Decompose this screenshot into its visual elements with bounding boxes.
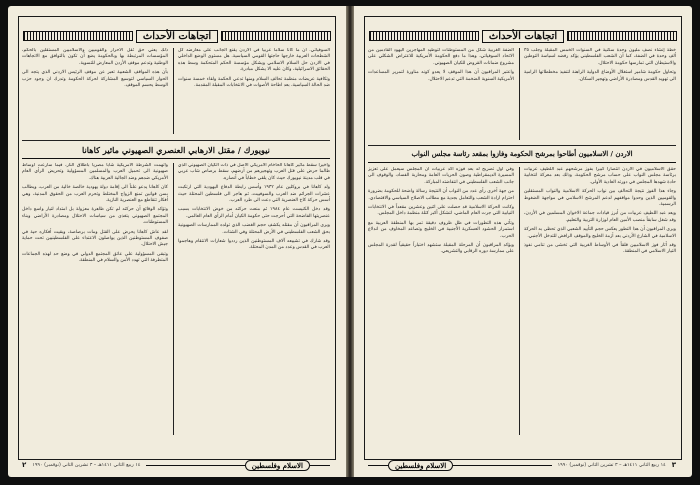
left-body-column-right: وأخيراً سقط مائير كاهانا الحاخام الأمريكي الأصل في ذات الكيان الصهيوني الذي طالما حرض على قتل العرب وتهجيرهم من أرضهم، سقط برصاص شاب عربي في قلب مدينة نيويورك حيث كان يلقي خطاباً في أنصاره. ولد كاهانا في بروكلين عام ١٩٣٢ وأسس رابطة الدفاع اليهودية التي ارتكبت عشرات الجرائم ضد العرب والسوفييت، ثم هاجر الى فلسطين المحتلة حيث أسس حركة كاخ العنصرية التي دعت الى طرد العرب. وقد دخل الكنيست عام ١٩٨٤ ثم منعت حركته من خوض الانتخابات بسبب عنصريتها الفاضحة التي أحرجت حتى حكومة الكيان أمام الرأي العام العالمي. ويرى المراقبون أن مقتله يكشف حجم الغضب الذي تولده الممارسات الصهيونية بحق الشعب الفلسطيني في الأرض المحتلة وفي الشتات. وقد شارك في تشييعه آلاف المستوطنين الذين رددوا شعارات الانتقام وهاجموا العرب في القدس وعدد من المدن المحتلة. — [178, 163, 330, 251]
right-headline: الاردن / الاسلاميون أطاحوا بمرشح الحكومة وفازوا بمقعد رئاسة مجلس النواب — [411, 150, 633, 158]
column-divider — [173, 163, 174, 435]
header-ornament — [221, 31, 331, 41]
header-ornament — [567, 31, 677, 41]
footer-rule — [453, 465, 551, 466]
column-divider — [173, 48, 174, 134]
left-page-number: ٢ — [22, 461, 27, 469]
left-section-title: اتجاهات الأحداث — [136, 30, 218, 43]
right-page — [354, 6, 692, 477]
column-divider — [519, 48, 520, 140]
footer-rule — [146, 465, 244, 466]
header-ornament — [23, 31, 133, 41]
newspaper-spread — [8, 6, 692, 477]
left-body-column-left: واتهمت الشرطة الأمريكية شاباً مصرياً باطلاق النار، فيما سارعت أوساط صهيونية الى تحميل العرب والمسلمين المسؤولية وتحريض الرأي العام الأمريكي ضدهم وضد الجالية العربية هناك. كان كاهانا يدعو علناً الى إقامة دولة يهودية خالصة خالية من العرب، ويطالب بسن قوانين تمنع الزواج المختلط وتحرم العرب من الحقوق المدنية، وهي أفكار تتقاطع مع العنصرية النازية. وتؤكد الوقائع أن حركته لم تكن ظاهرة معزولة بل امتداد لتيار واسع داخل المجتمع الصهيوني يتغذى من سياسات الاحتلال ومصادرة الأراضي وبناء المستوطنات. لقد عاش كاهانا يحرض على القتل ومات برصاصة، وبقيت أفكاره حية في صفوف المستوطنين الذين يواصلون الاعتداء على الفلسطينيين تحت حماية جيش الاحتلال. وتبقى المسؤولية على عاتق المجتمع الدولي في وضع حد لهذه الجماعات المتطرفة التي تهدد الأمن والسلام في المنطقة. — [22, 163, 168, 264]
left-page — [8, 6, 346, 477]
footer-rule — [310, 465, 330, 466]
left-footer — [22, 459, 330, 471]
right-top-column-left: الضفة الغربية شكل من المستوطنات لتوطيد المهاجرين اليهود القادمين من الاتحاد السوفياتي، وهذا ما دفع الحكومة الأمريكية للاعتراض الشكلي على مشروع ضمانات القروض للكيان الصهيوني. واعتبر المراقبون أن هذا الموقف لا يعدو كونه مناورة لتمرير المساعدات الأمريكية السنوية الضخمة التي تدعم الاحتلال. — [368, 48, 514, 82]
right-page-number: ٣ — [671, 461, 676, 469]
right-footer — [368, 459, 676, 471]
section-divider — [368, 145, 676, 146]
book-gutter — [346, 6, 354, 477]
header-ornament — [369, 31, 479, 41]
right-body-column-right: حقق الاسلاميون في الأردن انتصاراً كبيراً بفوز مرشحهم عبد اللطيف عربيات برئاسة مجلس النواب على حساب مرشح الحكومة، وذلك بعد معركة انتخابية حادة شهدها المجلس في دورته العادية الأولى. وجاء هذا الفوز نتيجة التحالف بين نواب الحركة الاسلامية والنواب المستقلين والقوميين الذين وحدوا مواقفهم لدعم المرشح الاسلامي في مواجهة الضغوط الرسمية. ويعد عبد اللطيف عربيات من أبرز قيادات جماعة الاخوان المسلمين في الأردن، وقد شغل سابقاً منصب الأمين العام لوزارة التربية والتعليم. ويرى المراقبون أن هذا التطور يعكس حجم التأييد الشعبي الذي تحظى به الحركة الاسلامية في الشارع الأردني بعد أزمة الخليج والموقف الرافض للتدخل الأجنبي. وقد أثار فوز الاسلاميين قلقاً في الأوساط الغربية التي تخشى من تنامي نفوذ التيار الاسلامي في المنطقة. — [524, 167, 676, 255]
left-headline: نيويورك / مقتل الارهابي العنصري الصهيوني مائير كاهانا — [82, 145, 270, 155]
headline-rule — [368, 162, 676, 163]
left-footer-badge: الاسلام وفلسطين — [245, 460, 310, 471]
right-top-column-right: خطة إنشاء نصف مليون وحدة سكنية في السنوات الخمس المقبلة وجلب ٣٥ ألف وحدة في الضفة، كما أن الشعب الفلسطيني يؤكد رفضه لسياسة التوطين والاستيطان التي تمارسها حكومة الاحتلال. وتحاول حكومة شامير استغلال الأوضاع الدولية الراهنة لتنفيذ مخططاتها الرامية الى تهويد القدس ومصادرة الأراضي وتهجير السكان. — [524, 48, 676, 82]
right-section-title: اتجاهات الأحداث — [482, 30, 564, 43]
right-footer-date: ١٤ ربيع الثاني ١٤١١هـ – ٣ تشرين الثاني (نوفمبر) ١٩٩٠ — [557, 462, 666, 468]
left-footer-date: ١٤ ربيع الثاني ١٤١١هـ – ٣ تشرين الثاني (نوفمبر) ١٩٩٠ — [32, 462, 141, 468]
section-divider — [22, 140, 330, 141]
right-body-column-left: وفي أول تصريح له بعد فوزه أكد عربيات أن المجلس سيعمل على تعزيز المسيرة الديمقراطية وصون الحريات العامة ومحاربة الفساد، والوقوف الى جانب الشعب الفلسطيني في انتفاضته المباركة. من جهة أخرى رأى عدد من النواب أن النتيجة رسالة واضحة للحكومة بضرورة احترام ارادة الشعب والتعامل بجدية مع مطالب الاصلاح السياسي والاقتصادي. وكانت الحركة الاسلامية قد حصلت على اثنين وعشرين مقعداً في الانتخابات النيابية التي جرت العام الماضي، لتشكل أكبر كتلة منظمة داخل المجلس. وتأتي هذه التطورات في ظل ظروف دقيقة تمر بها المنطقة العربية مع استمرار الحشود العسكرية الأجنبية في الخليج وتصاعد المخاوف من اندلاع الحرب. ويؤكد المراقبون أن المرحلة المقبلة ستشهد اختباراً حقيقياً لقدرة المجلس على ممارسة دوره الرقابي والتشريعي. — [368, 167, 514, 255]
column-divider — [519, 167, 520, 435]
right-section-header — [366, 29, 680, 43]
footer-rule — [368, 465, 388, 466]
left-section-header — [20, 29, 334, 43]
headline-rule — [22, 158, 330, 159]
right-footer-badge: الاسلام وفلسطين — [388, 460, 453, 471]
left-top-column-right: السوفياتي. ان ما كانا سلاماً عربياً في الأردن يقنع الجانب على معارضه كل الشطحات العربية خارجها حاجتها القومي السياسية. هل مستوى الوضع الداخلي في الاردن حل السلام الاسلامي ويشكل مؤسسة الحكم المتحكمة وسط هذه الحقائق الاسرائيلية، وكان عليه الا يشكل مبادرة. وتكافية عريضات منظمة تحالف السلام ومنها تدعي الحكمة ولقاء خمسة سنوات ضد الحالة السياسية، بعد اطاحة الأصوات في الانتخابات المقبلة المقدمة. — [178, 48, 330, 89]
left-top-column-left: ذلك يعني حق ثقل الأحرار والقوميين والاسلاميين المستقلين بالحكم، المؤسسات المرتبطة بها وبالحكومة يضع أن تكون بالتوافق مع الاتجاهات الوطنية وتدعم موقف الأردن المعارض للتسوية. بأن هذه المواقف الشعبية تعبر عن موقف الرئيس الاردني الذي يتجه الى الحوار السياسي لتوسيع المشاركة لحركة الحكومة وتدرك ان وجود حزب الوسط يحسم الموقف. — [22, 48, 168, 89]
